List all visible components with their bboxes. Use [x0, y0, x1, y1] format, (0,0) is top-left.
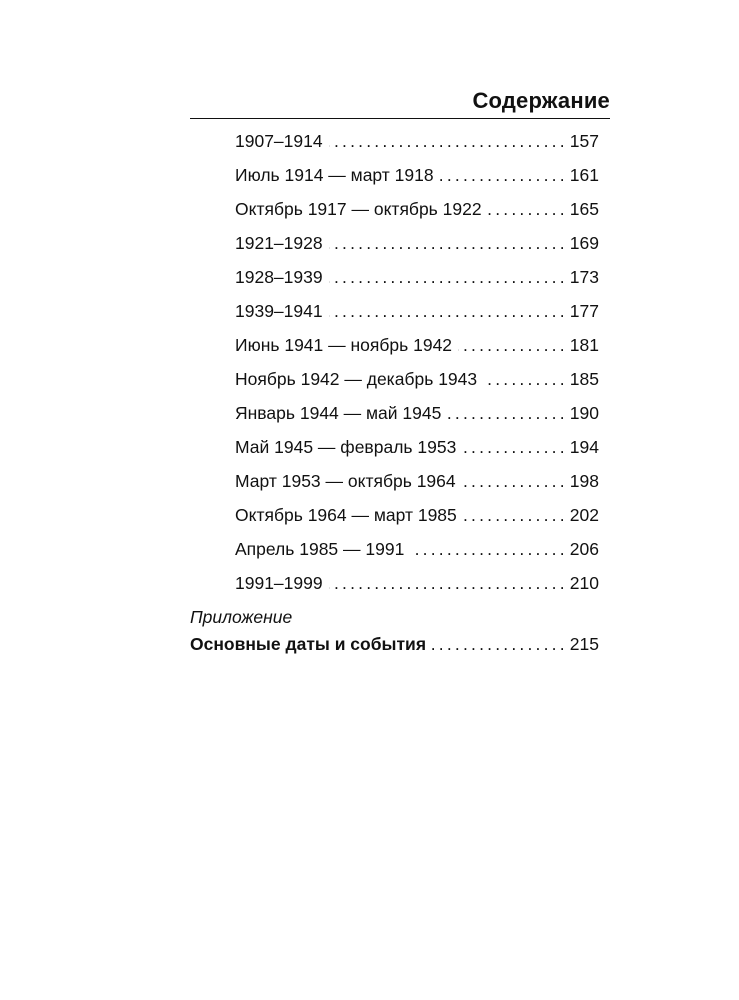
- toc-leader-dots: [462, 430, 567, 464]
- toc-leader-dots: [447, 396, 567, 430]
- toc-entry[interactable]: [235, 532, 599, 566]
- toc-entry-title: 1907–1914: [235, 131, 323, 151]
- toc-entry-page: 185: [569, 369, 599, 389]
- toc-entry-page: 181: [569, 335, 599, 355]
- toc-entry[interactable]: [235, 294, 599, 328]
- toc-leader-dots: [329, 294, 568, 328]
- toc-entry-title: Апрель 1985 — 1991: [235, 539, 405, 559]
- toc-entry-title: Июль 1914 — март 1918: [235, 165, 434, 185]
- toc-entry[interactable]: [235, 430, 599, 464]
- toc-leader-dots: [462, 464, 568, 498]
- toc-leader-dots: [463, 498, 568, 532]
- toc-entry-title: 1939–1941: [235, 301, 323, 321]
- toc-entry[interactable]: [235, 328, 599, 362]
- table-of-contents: [235, 124, 599, 600]
- toc-entry-page: 165: [569, 199, 599, 219]
- toc-entry-page: 173: [569, 267, 599, 287]
- toc-entry[interactable]: [235, 396, 599, 430]
- toc-leader-dots: [483, 362, 568, 396]
- toc-entry-page: 202: [569, 505, 599, 525]
- toc-entry-title: Июнь 1941 — ноябрь 1942: [235, 335, 453, 355]
- running-header: [190, 88, 610, 118]
- appendix-entry-title: Основные даты и события: [190, 634, 427, 654]
- toc-entry-page: 169: [569, 233, 599, 253]
- toc-entry[interactable]: [235, 226, 599, 260]
- toc-entry[interactable]: [235, 362, 599, 396]
- toc-entry-title: 1928–1939: [235, 267, 323, 287]
- toc-entry-page: 210: [569, 573, 599, 593]
- appendix-entry[interactable]: [190, 630, 599, 658]
- toc-entry-title: Май 1945 — февраль 1953: [235, 437, 457, 457]
- toc-entry[interactable]: [235, 158, 599, 192]
- toc-entry-title: Октябрь 1964 — март 1985: [235, 505, 457, 525]
- toc-leader-dots: [329, 260, 568, 294]
- appendix-entry-page: 215: [569, 634, 599, 654]
- toc-entry-title: 1991–1999: [235, 573, 323, 593]
- toc-entry-page: 177: [569, 301, 599, 321]
- toc-leader-dots: [410, 532, 567, 566]
- toc-entry-title: Март 1953 — октябрь 1964: [235, 471, 456, 491]
- toc-entry[interactable]: [235, 566, 599, 600]
- toc-entry-title: Октябрь 1917 — октябрь 1922: [235, 199, 482, 219]
- header-rule: [190, 118, 610, 119]
- toc-entry-page: 157: [569, 131, 599, 151]
- toc-entry-title: Январь 1944 — май 1945: [235, 403, 442, 423]
- toc-leader-dots: [329, 124, 568, 158]
- toc-leader-dots: [432, 630, 568, 658]
- toc-leader-dots: [488, 192, 568, 226]
- toc-entry[interactable]: [235, 498, 599, 532]
- toc-entry[interactable]: [235, 260, 599, 294]
- toc-entry-page: 161: [569, 165, 599, 185]
- toc-entry-title: 1921–1928: [235, 233, 323, 253]
- appendix-section: [190, 604, 599, 658]
- appendix-label: Приложение: [190, 607, 293, 627]
- toc-entry[interactable]: [235, 464, 599, 498]
- toc-leader-dots: [458, 328, 568, 362]
- toc-entry[interactable]: [235, 124, 599, 158]
- toc-leader-dots: [329, 226, 568, 260]
- toc-entry[interactable]: [235, 192, 599, 226]
- page-title: Содержание: [472, 88, 610, 113]
- toc-leader-dots: [440, 158, 568, 192]
- toc-leader-dots: [329, 566, 568, 600]
- toc-entry-page: 198: [569, 471, 599, 491]
- toc-entry-title: Ноябрь 1942 — декабрь 1943: [235, 369, 478, 389]
- toc-entry-page: 190: [569, 403, 599, 423]
- toc-entry-page: 194: [569, 437, 599, 457]
- toc-entry-page: 206: [569, 539, 599, 559]
